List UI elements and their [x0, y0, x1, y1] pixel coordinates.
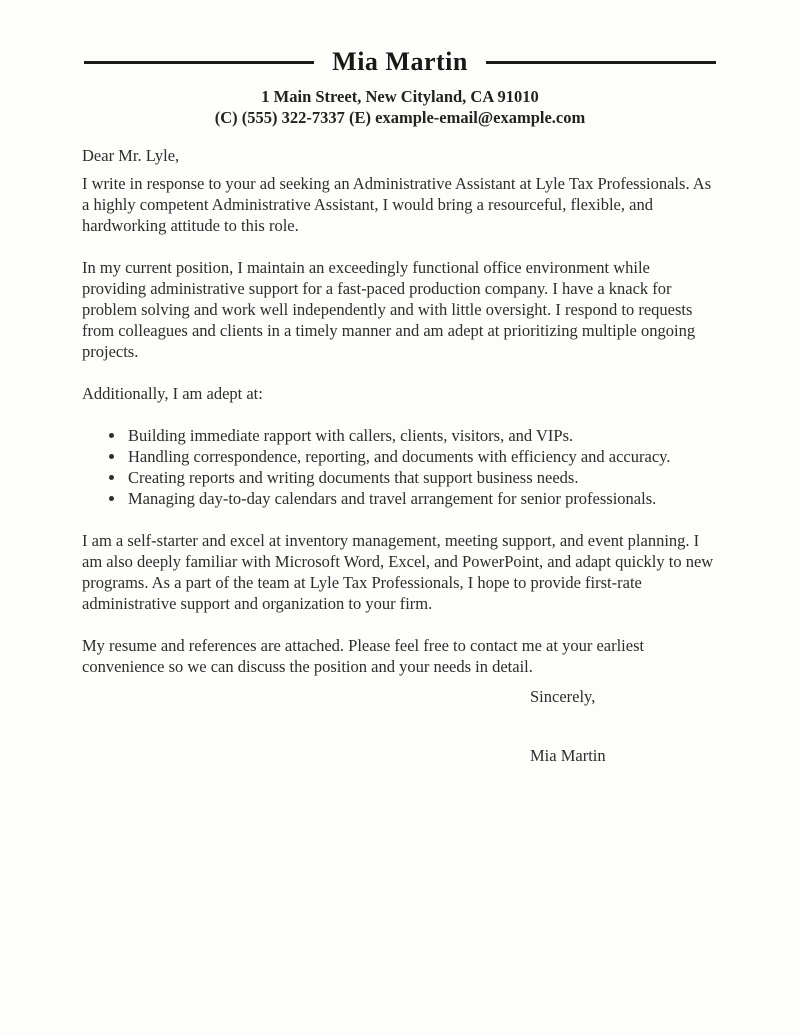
right-rule: [486, 61, 716, 64]
skill-item-calendars: • Managing day-to-day calendars and travel arrangement for senior professionals.: [126, 488, 718, 509]
skills-list: [82, 425, 718, 509]
address-line: 1 Main Street, New Cityland, CA 91010: [261, 87, 539, 106]
paragraph-resume-attached: My resume and references are attached. Please feel free to contact me at your earliest convenience so we can discuss the position and your needs in detail.: [82, 636, 645, 676]
skill-item-correspondence: • Handling correspondence, reporting, and documents with efficiency and accuracy.: [126, 446, 718, 467]
contact-line: (C) (555) 322-7337 (E) example-email@example.com: [214, 108, 586, 127]
left-rule: [84, 61, 314, 64]
paragraph-self-starter: I am a self-starter and excel at inventory management, meeting support, and event planning. I am also deeply familiar with Microsoft Word, Excel, and PowerPoint, and adapt quickly to new programs. As a part of the team at Lyle Tax Professionals, I hope to provide first-rate administrative support and organization to your firm.: [82, 531, 714, 613]
letterhead-name-row: [84, 48, 716, 76]
skill-item-rapport: • Building immediate rapport with callers, clients, visitors, and VIPs.: [126, 425, 718, 446]
signature-name: Mia Martin: [530, 746, 606, 765]
letter-body: [0, 145, 800, 766]
closing-block: [530, 686, 718, 766]
candidate-name: Mia Martin: [332, 47, 468, 76]
skill-item-reports: • Creating reports and writing documents that support business needs.: [126, 467, 718, 488]
paragraph-opening: I write in response to your ad seeking an Administrative Assistant at Lyle Tax Professionals. As a highly competent Administrative Assistant, I would bring a resourceful, flexible, and hardworking attitude to this role.: [82, 174, 712, 235]
salutation: Dear Mr. Lyle,: [82, 146, 180, 165]
paragraph-current-position: In my current position, I maintain an exceedingly functional office environment while providing administrative support for a fast-paced production company. I have a knack for problem solving and work well independently and with little oversight. I respond to requests from colleagues and clients in a timely manner and am adept at prioritizing multiple ongoing projects.: [82, 258, 696, 361]
letterhead: [0, 0, 800, 128]
skills-list-intro: Additionally, I am adept at:: [82, 384, 263, 403]
valediction: Sincerely,: [530, 687, 596, 706]
